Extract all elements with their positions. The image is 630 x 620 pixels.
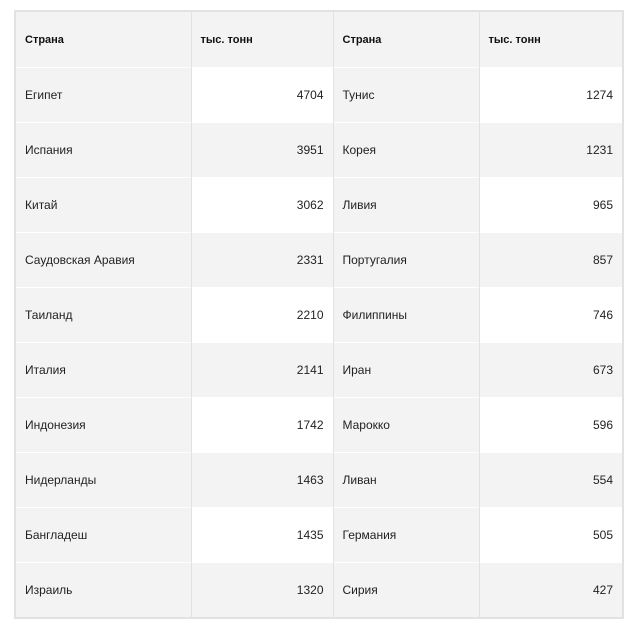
table-row <box>16 233 622 288</box>
table-row <box>16 343 622 398</box>
table-row <box>16 508 622 563</box>
country-cell-left: Таиланд <box>16 288 191 343</box>
country-cell-right: Германия <box>333 508 479 563</box>
volume-cell-left: 1320 <box>191 563 333 618</box>
country-cell-right: Португалия <box>333 233 479 288</box>
country-cell-left: Индонезия <box>16 398 191 453</box>
table-row <box>16 453 622 508</box>
volume-cell-left: 1435 <box>191 508 333 563</box>
volume-cell-left: 1463 <box>191 453 333 508</box>
volume-cell-right: 596 <box>479 398 622 453</box>
volume-cell-left: 3951 <box>191 123 333 178</box>
country-cell-right: Ливия <box>333 178 479 233</box>
country-cell-left: Израиль <box>16 563 191 618</box>
table-row <box>16 398 622 453</box>
header-country-2: Страна <box>333 12 479 68</box>
volume-cell-right: 746 <box>479 288 622 343</box>
header-country-1: Страна <box>16 12 191 68</box>
header-volume-1: тыс. тонн <box>191 12 333 68</box>
table-row <box>16 123 622 178</box>
country-cell-right: Филиппины <box>333 288 479 343</box>
country-cell-left: Египет <box>16 68 191 123</box>
volume-cell-right: 1231 <box>479 123 622 178</box>
country-cell-left: Китай <box>16 178 191 233</box>
country-cell-left: Бангладеш <box>16 508 191 563</box>
country-cell-right: Ливан <box>333 453 479 508</box>
volume-cell-right: 505 <box>479 508 622 563</box>
volume-cell-left: 1742 <box>191 398 333 453</box>
volume-cell-right: 1274 <box>479 68 622 123</box>
country-cell-left: Саудовская Аравия <box>16 233 191 288</box>
country-cell-right: Тунис <box>333 68 479 123</box>
table-header-row <box>16 12 622 68</box>
volume-cell-right: 554 <box>479 453 622 508</box>
table-row <box>16 68 622 123</box>
table-row <box>16 563 622 618</box>
country-cell-right: Сирия <box>333 563 479 618</box>
country-volume-table <box>16 12 622 617</box>
country-cell-left: Испания <box>16 123 191 178</box>
volume-cell-right: 857 <box>479 233 622 288</box>
country-cell-left: Нидерланды <box>16 453 191 508</box>
volume-cell-left: 2210 <box>191 288 333 343</box>
volume-cell-right: 965 <box>479 178 622 233</box>
volume-cell-left: 2331 <box>191 233 333 288</box>
table-row <box>16 288 622 343</box>
volume-cell-left: 3062 <box>191 178 333 233</box>
data-table-container <box>14 10 624 619</box>
country-cell-right: Иран <box>333 343 479 398</box>
volume-cell-right: 673 <box>479 343 622 398</box>
volume-cell-left: 2141 <box>191 343 333 398</box>
country-cell-left: Италия <box>16 343 191 398</box>
country-cell-right: Марокко <box>333 398 479 453</box>
volume-cell-left: 4704 <box>191 68 333 123</box>
volume-cell-right: 427 <box>479 563 622 618</box>
header-volume-2: тыс. тонн <box>479 12 622 68</box>
table-row <box>16 178 622 233</box>
country-cell-right: Корея <box>333 123 479 178</box>
